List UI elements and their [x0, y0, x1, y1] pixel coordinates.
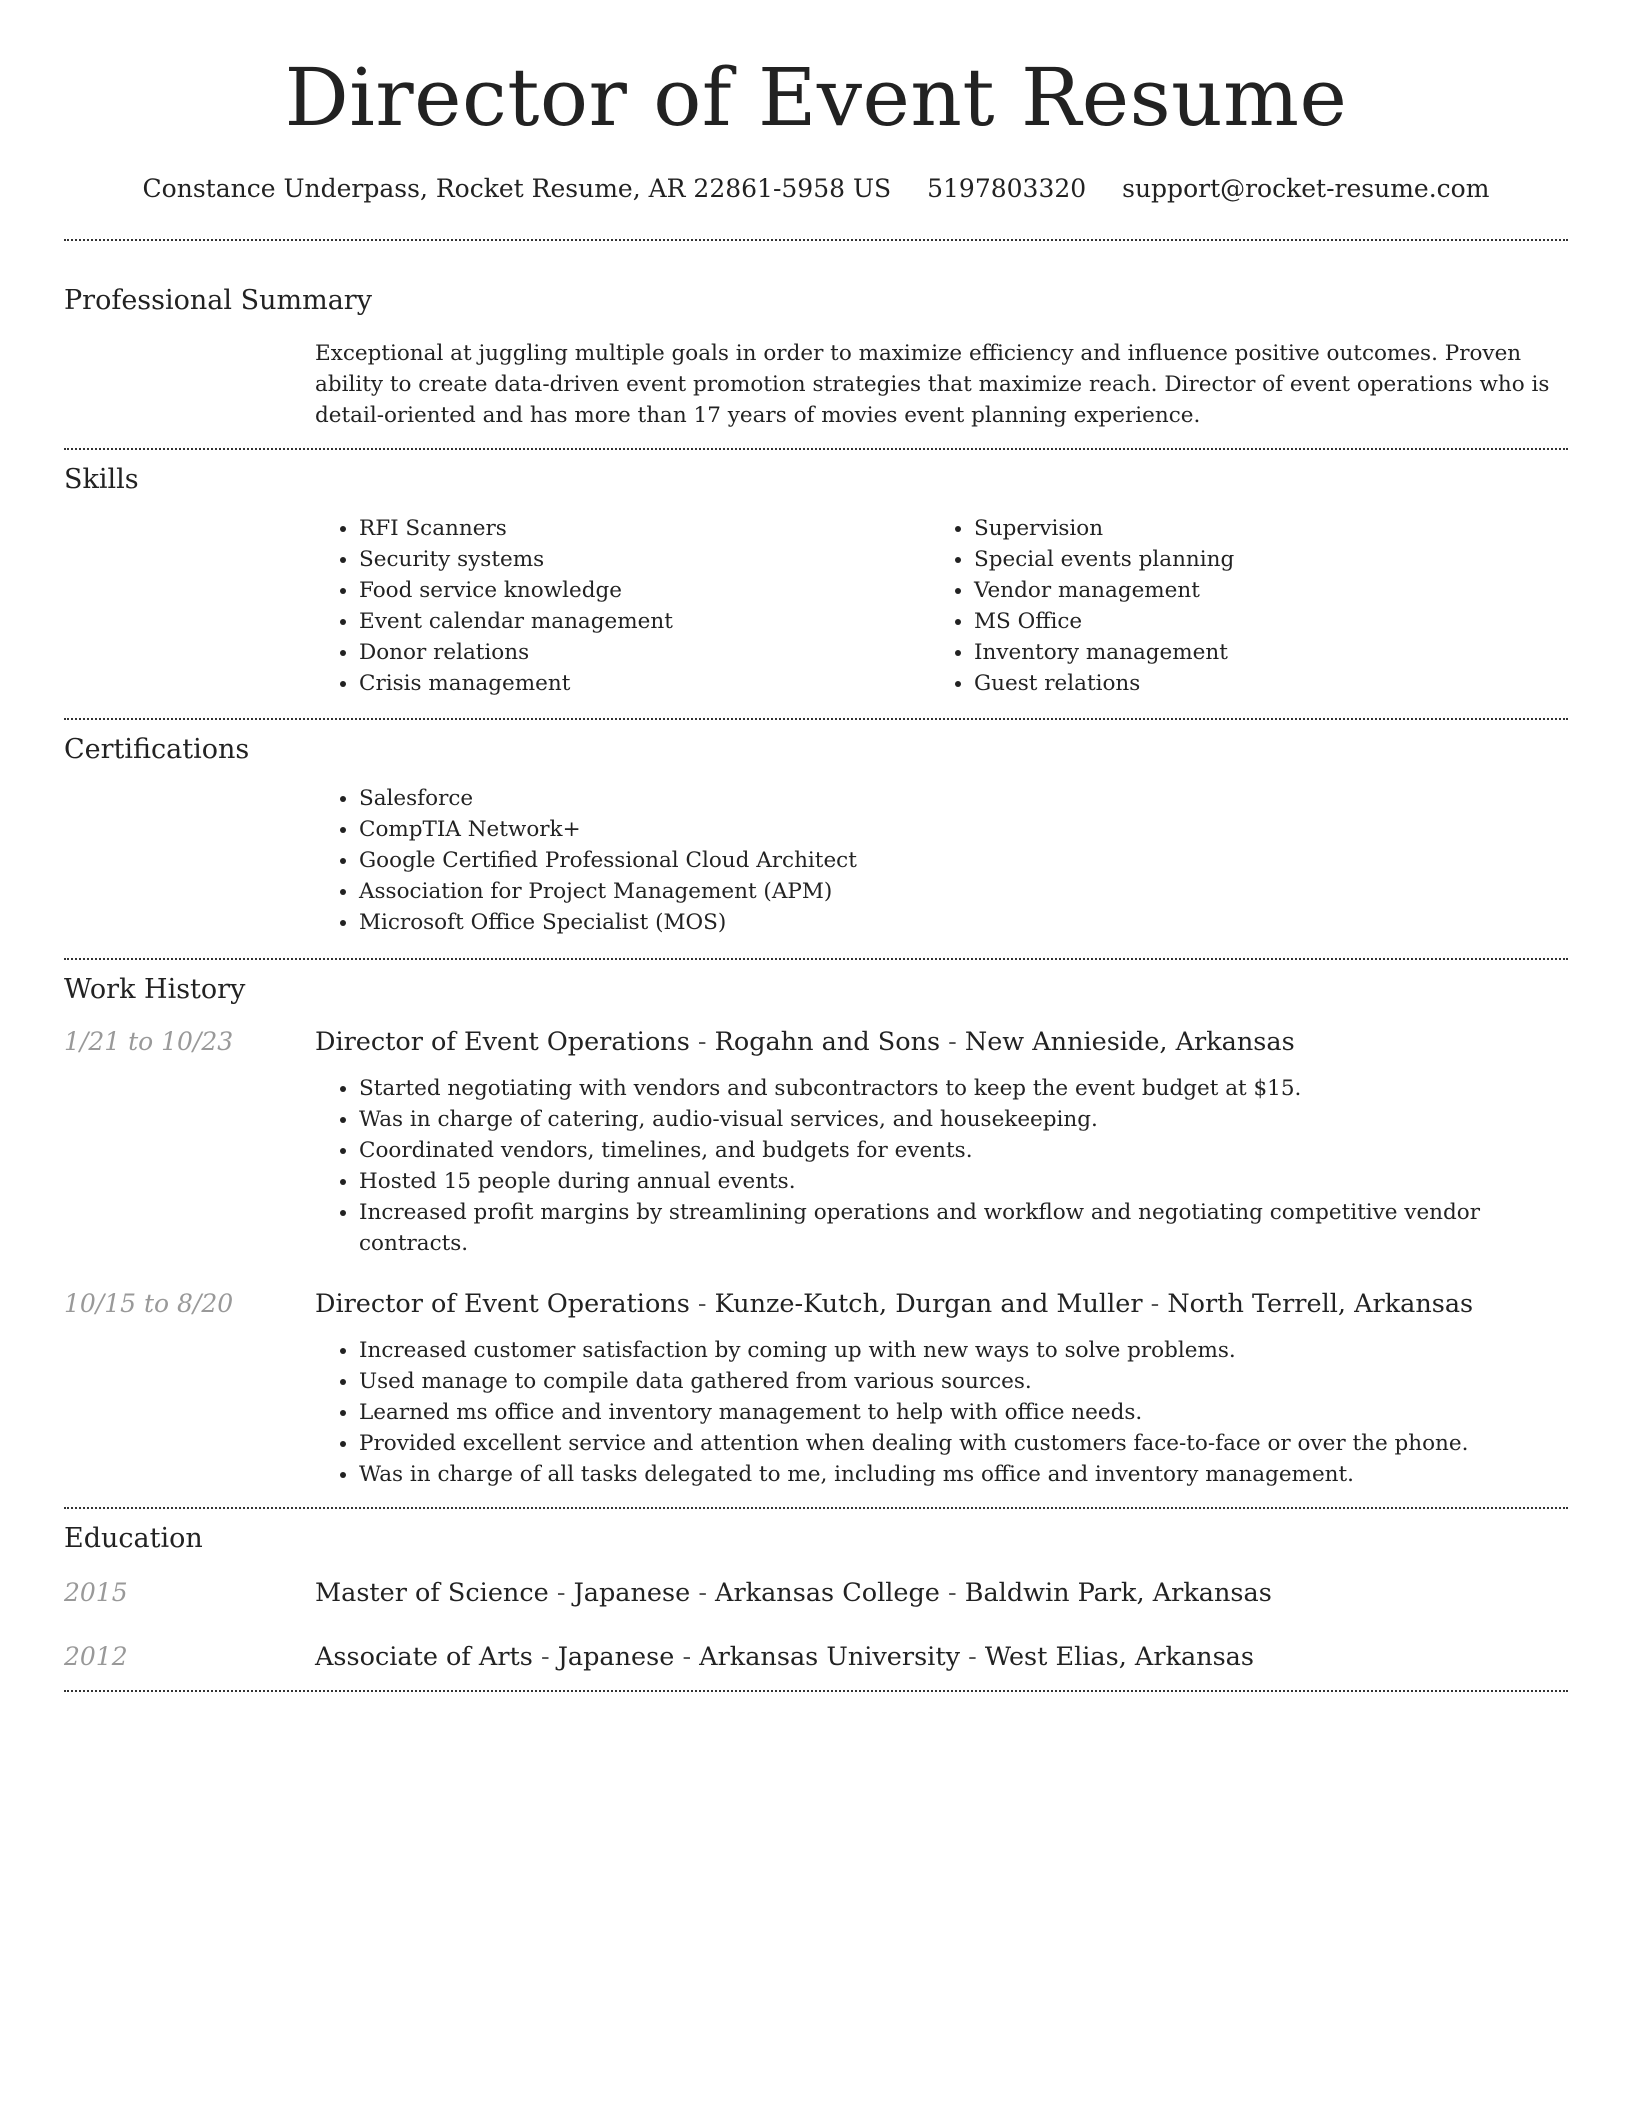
job-header — [64, 1289, 1568, 1319]
job-bullet: • Coordinated vendors, timelines, and budgets for events. — [359, 1135, 1568, 1166]
job-company: Rogahn and Sons — [714, 1027, 941, 1057]
certification-item: • Salesforce — [359, 783, 1568, 814]
education-heading: Education — [64, 1523, 203, 1554]
skill-item: • Supervision — [974, 513, 1545, 544]
job-bullet: • Used manage to compile data gathered from various sources. — [359, 1366, 1568, 1397]
education-title-line — [315, 1578, 1272, 1608]
work-history-heading: Work History — [64, 974, 246, 1005]
separator: - — [548, 1578, 574, 1608]
job-entry — [64, 1289, 1568, 1490]
skill-item: • Guest relations — [974, 668, 1545, 699]
job-bullet: • Provided excellent service and attention when dealing with customers face-to-face or over the phone. — [359, 1428, 1568, 1459]
education-entry — [64, 1642, 1568, 1672]
job-role: Director of Event Operations — [315, 1289, 690, 1319]
skill-item: • RFI Scanners — [359, 513, 930, 544]
education-school: Arkansas University — [699, 1642, 960, 1672]
separator: - — [689, 1289, 715, 1319]
separator: - — [960, 1642, 985, 1672]
job-bullet: • Was in charge of catering, audio-visual services, and housekeeping. — [359, 1104, 1568, 1135]
section-divider — [64, 239, 1568, 241]
skills-grid — [315, 513, 1568, 699]
section-divider — [64, 1507, 1568, 1509]
job-title-line — [315, 1027, 1295, 1057]
job-bullets — [315, 1073, 1568, 1259]
contact-email: support@rocket-resume.com — [1122, 174, 1490, 203]
work-history-section — [64, 974, 1568, 1490]
job-dates: 10/15 to 8/20 — [64, 1289, 234, 1318]
education-year: 2012 — [64, 1642, 128, 1671]
certification-item: • CompTIA Network+ — [359, 814, 1568, 845]
skills-section — [64, 464, 1568, 699]
separator: - — [532, 1642, 558, 1672]
education-location: Baldwin Park, Arkansas — [964, 1578, 1272, 1608]
skills-list-left — [315, 513, 930, 699]
education-section — [64, 1523, 1568, 1672]
section-divider — [64, 958, 1568, 960]
job-header — [64, 1027, 1568, 1057]
summary-section — [64, 285, 1568, 431]
skill-item: • Inventory management — [974, 637, 1545, 668]
separator: - — [1142, 1289, 1168, 1319]
job-bullet: • Increased customer satisfaction by coming up with new ways to solve problems. — [359, 1335, 1568, 1366]
certifications-heading: Certifications — [64, 734, 250, 765]
certifications-list — [315, 783, 1568, 938]
education-field: Japanese — [557, 1642, 675, 1672]
separator: - — [690, 1578, 716, 1608]
certification-item: • Microsoft Office Specialist (MOS) — [359, 907, 1568, 938]
skill-item: • Donor relations — [359, 637, 930, 668]
resume-title: Director of Event Resume — [284, 51, 1348, 144]
education-field: Japanese — [573, 1578, 691, 1608]
separator: - — [689, 1027, 715, 1057]
education-degree: Master of Science — [315, 1578, 549, 1608]
contact-line — [64, 174, 1568, 203]
separator: - — [674, 1642, 700, 1672]
job-bullet: • Started negotiating with vendors and subcontractors to keep the event budget at $15. — [359, 1073, 1568, 1104]
skills-list-right — [930, 513, 1545, 699]
education-degree: Associate of Arts — [315, 1642, 533, 1672]
contact-phone: 5197803320 — [927, 174, 1087, 203]
skill-item: • Vendor management — [974, 575, 1545, 606]
job-bullets — [315, 1335, 1568, 1490]
separator: - — [940, 1027, 965, 1057]
certification-item: • Association for Project Management (APM) — [359, 876, 1568, 907]
education-location: West Elias, Arkansas — [984, 1642, 1254, 1672]
job-title-line — [315, 1289, 1473, 1319]
skill-item: • Special events planning — [974, 544, 1545, 575]
separator: - — [939, 1578, 965, 1608]
skill-item: • Security systems — [359, 544, 930, 575]
job-bullet: • Increased profit margins by streamlining operations and workflow and negotiating competitive vendor contracts. — [359, 1197, 1568, 1259]
skill-item: • Food service knowledge — [359, 575, 930, 606]
summary-text: Exceptional at juggling multiple goals in order to maximize efficiency and influence positive outcomes. Proven ability to create data-driven event promotion strategies that maximize reach. Director of event operations who is detail-oriented and has more than 17 years of movies event planning experience. — [315, 341, 1550, 428]
contact-address: Constance Underpass, Rocket Resume, AR 22861-5958 US — [142, 174, 892, 203]
job-bullet: • Learned ms office and inventory management to help with office needs. — [359, 1397, 1568, 1428]
job-role: Director of Event Operations — [315, 1027, 690, 1057]
skill-item: • MS Office — [974, 606, 1545, 637]
education-title-line — [315, 1642, 1254, 1672]
job-bullet: • Was in charge of all tasks delegated to me, including ms office and inventory management. — [359, 1459, 1568, 1490]
job-location: New Annieside, Arkansas — [964, 1027, 1295, 1057]
job-entry — [64, 1027, 1568, 1259]
section-divider — [64, 718, 1568, 720]
job-dates: 1/21 to 10/23 — [64, 1027, 234, 1056]
section-divider — [64, 1690, 1568, 1692]
education-entry — [64, 1578, 1568, 1608]
education-year: 2015 — [64, 1578, 128, 1607]
certification-item: • Google Certified Professional Cloud Architect — [359, 845, 1568, 876]
summary-heading: Professional Summary — [64, 285, 372, 316]
job-company: Kunze-Kutch, Durgan and Muller — [714, 1289, 1143, 1319]
job-location: North Terrell, Arkansas — [1167, 1289, 1474, 1319]
certifications-section — [64, 734, 1568, 938]
job-bullet: • Hosted 15 people during annual events. — [359, 1166, 1568, 1197]
skills-heading: Skills — [64, 464, 139, 495]
education-school: Arkansas College — [715, 1578, 940, 1608]
skill-item: • Event calendar management — [359, 606, 930, 637]
section-divider — [64, 448, 1568, 450]
skill-item: • Crisis management — [359, 668, 930, 699]
